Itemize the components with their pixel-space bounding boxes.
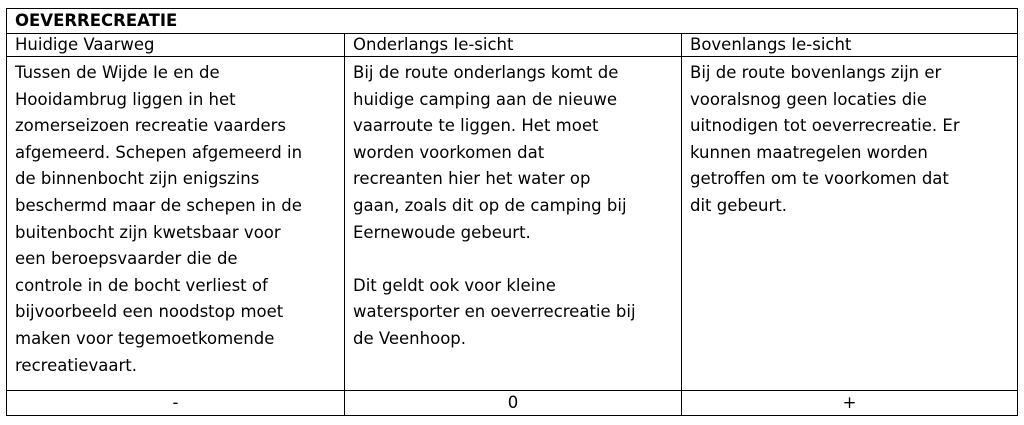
column-header-onderlangs: Onderlangs Ie-sicht <box>345 34 682 57</box>
title-row <box>7 9 1018 34</box>
description-onderlangs: Bij de route onderlangs komt de huidige camping aan de nieuwe vaarroute te liggen. Het moet worden voorkomen dat recreanten hier het water op gaan, zoals dit op de camping bij Eernewoude gebeurt. Dit geldt ook voor kleine watersporter en oeverrecreatie bij de Veenhoop. <box>345 57 682 391</box>
description-row <box>7 57 1018 391</box>
description-bovenlangs: Bij de route bovenlangs zijn er vooralsnog geen locaties die uitnodigen tot oeverrecreatie. Er kunnen maatregelen worden getroffen om te voorkomen dat dit gebeurt. <box>682 57 1018 391</box>
score-huidige-vaarweg: - <box>7 391 345 416</box>
description-huidige-vaarweg: Tussen de Wijde Ie en de Hooidambrug liggen in het zomerseizoen recreatie vaarders afgemeerd. Schepen afgemeerd in de binnenbocht zijn enigszins beschermd maar de schepen in de buitenbocht zijn kwetsbaar voor een beroepsvaarder die de controle in de bocht verliest of bijvoorbeeld een noodstop moet maken voor tegemoetkomende recreatievaart. <box>7 57 345 391</box>
table-title: OEVERRECREATIE <box>7 9 1018 34</box>
header-row <box>7 34 1018 57</box>
column-header-bovenlangs: Bovenlangs Ie-sicht <box>682 34 1018 57</box>
score-bovenlangs: + <box>682 391 1018 416</box>
document-area <box>6 8 1018 416</box>
column-header-huidige-vaarweg: Huidige Vaarweg <box>7 34 345 57</box>
score-onderlangs: 0 <box>345 391 682 416</box>
oeverrecreatie-table <box>6 8 1018 416</box>
score-row <box>7 391 1018 416</box>
